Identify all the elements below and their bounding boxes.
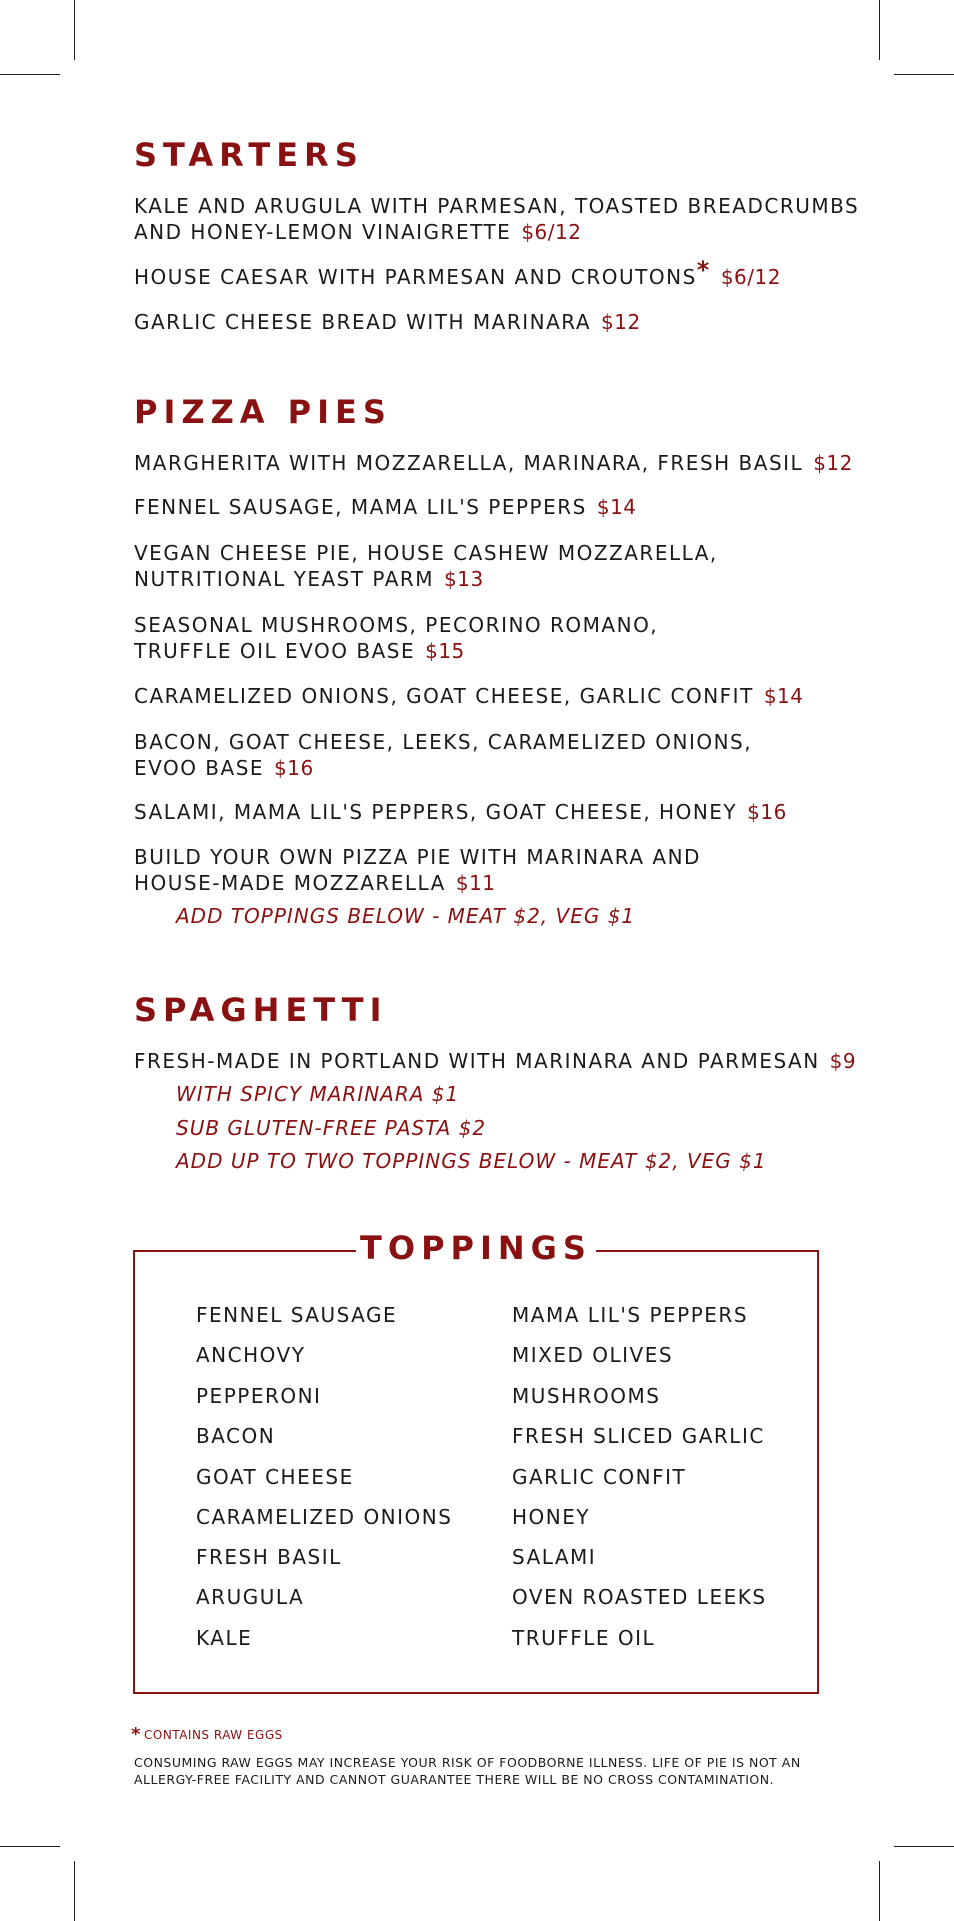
- item-description-line2: NUTRITIONAL YEAST PARM: [134, 567, 435, 591]
- crop-mark-top-right-vertical: [879, 0, 880, 60]
- item-price: $12: [813, 451, 853, 475]
- topping-right-5: GARLIC CONFIT: [512, 1465, 687, 1489]
- pizza-item-vegan-cheese: [134, 540, 718, 592]
- item-description-line2: AND HONEY-LEMON VINAIGRETTE: [134, 220, 512, 244]
- item-price: $14: [763, 684, 804, 708]
- item-description: CARAMELIZED ONIONS, GOAT CHEESE, GARLIC CONFIT: [134, 684, 754, 708]
- item-description: MARGHERITA WITH MOZZARELLA, MARINARA, FRESH BASIL: [134, 451, 804, 475]
- pizza-item-build-your-own: [134, 844, 701, 896]
- topping-right-6: HONEY: [512, 1505, 591, 1529]
- crop-mark-top-left-horizontal: [0, 74, 60, 75]
- topping-left-3: PEPPERONI: [196, 1384, 322, 1408]
- item-price: $13: [444, 567, 484, 591]
- crop-mark-bottom-left-horizontal: [0, 1846, 60, 1847]
- topping-right-9: TRUFFLE OIL: [512, 1626, 656, 1650]
- pizza-item-salami: [134, 799, 787, 825]
- spaghetti-heading: SPAGHETTI: [134, 991, 388, 1029]
- item-price: $12: [601, 310, 641, 334]
- toppings-heading: TOPPINGS: [356, 1226, 596, 1270]
- item-description: BACON, GOAT CHEESE, LEEKS, CARAMELIZED ONIONS,: [134, 730, 753, 754]
- item-description: VEGAN CHEESE PIE, HOUSE CASHEW MOZZARELLA,: [134, 541, 718, 565]
- item-price: $6/12: [521, 220, 582, 244]
- item-price: $9: [829, 1049, 857, 1073]
- starters-heading: STARTERS: [134, 136, 364, 174]
- pizza-item-seasonal-mushrooms: [134, 612, 658, 664]
- pizza-item-bacon-goat-cheese: [134, 729, 752, 781]
- topping-left-1: FENNEL SAUSAGE: [196, 1303, 398, 1327]
- raw-egg-marker: *: [696, 256, 711, 284]
- starter-item-garlic-bread: [134, 309, 641, 335]
- item-description-line2: TRUFFLE OIL EVOO BASE: [134, 639, 416, 663]
- crop-mark-top-right-horizontal: [894, 74, 954, 75]
- topping-left-9: KALE: [196, 1626, 253, 1650]
- spaghetti-addon-gluten-free: SUB GLUTEN-FREE PASTA $2: [176, 1116, 487, 1140]
- item-price: $15: [425, 639, 465, 663]
- topping-right-1: MAMA LIL'S PEPPERS: [512, 1303, 749, 1327]
- topping-left-4: BACON: [196, 1424, 276, 1448]
- item-description: HOUSE CAESAR WITH PARMESAN AND CROUTONS: [134, 265, 697, 289]
- raw-egg-footnote-marker: *: [131, 1724, 141, 1745]
- item-description: FENNEL SAUSAGE, MAMA LIL'S PEPPERS: [134, 495, 587, 519]
- pizza-pies-heading: PIZZA PIES: [134, 393, 392, 431]
- item-price: $11: [455, 871, 496, 895]
- topping-left-7: FRESH BASIL: [196, 1545, 342, 1569]
- item-price: $16: [274, 756, 314, 780]
- item-description: FRESH-MADE IN PORTLAND WITH MARINARA AND PARMESAN: [134, 1049, 820, 1073]
- topping-left-6: CARAMELIZED ONIONS: [196, 1505, 453, 1529]
- item-description: BUILD YOUR OWN PIZZA PIE WITH MARINARA AND: [134, 845, 701, 869]
- allergy-disclaimer: CONSUMING RAW EGGS MAY INCREASE YOUR RISK OF FOODBORNE ILLNESS. LIFE OF PIE IS NOT AN ALLERGY-FREE FACILITY AND CANNOT GUARANTEE THERE WILL BE NO CROSS CONTAMINATION.: [134, 1755, 801, 1787]
- starter-item-house-caesar: [134, 256, 781, 290]
- item-description-line2: EVOO BASE: [134, 756, 265, 780]
- item-description: SALAMI, MAMA LIL'S PEPPERS, GOAT CHEESE, HONEY: [134, 800, 738, 824]
- item-description-line2: HOUSE-MADE MOZZARELLA: [134, 871, 446, 895]
- pizza-item-caramelized-onions: [134, 683, 804, 709]
- starter-item-kale-arugula: [134, 193, 859, 245]
- topping-right-7: SALAMI: [512, 1545, 597, 1569]
- item-price: $6/12: [720, 265, 781, 289]
- pizza-item-margherita: [134, 450, 853, 476]
- spaghetti-addon-spicy-marinara: WITH SPICY MARINARA $1: [176, 1082, 460, 1106]
- topping-left-2: ANCHOVY: [196, 1343, 306, 1367]
- item-description: GARLIC CHEESE BREAD WITH MARINARA: [134, 310, 592, 334]
- pizza-toppings-addon: ADD TOPPINGS BELOW - MEAT $2, VEG $1: [176, 904, 636, 928]
- item-price: $16: [747, 800, 787, 824]
- raw-egg-footnote: CONTAINS RAW EGGS: [144, 1728, 283, 1742]
- topping-right-8: OVEN ROASTED LEEKS: [512, 1585, 767, 1609]
- topping-left-5: GOAT CHEESE: [196, 1465, 354, 1489]
- spaghetti-item: [134, 1048, 856, 1074]
- pizza-item-fennel-sausage: [134, 494, 637, 520]
- topping-left-8: ARUGULA: [196, 1585, 305, 1609]
- item-price: $14: [596, 495, 637, 519]
- crop-mark-bottom-right-vertical: [879, 1861, 880, 1921]
- topping-right-3: MUSHROOMS: [512, 1384, 661, 1408]
- crop-mark-top-left-vertical: [74, 0, 75, 60]
- item-description: KALE AND ARUGULA WITH PARMESAN, TOASTED BREADCRUMBS: [134, 194, 860, 218]
- topping-right-4: FRESH SLICED GARLIC: [512, 1424, 765, 1448]
- crop-mark-bottom-left-vertical: [74, 1861, 75, 1921]
- crop-mark-bottom-right-horizontal: [894, 1846, 954, 1847]
- spaghetti-addon-toppings: ADD UP TO TWO TOPPINGS BELOW - MEAT $2, VEG $1: [176, 1149, 767, 1173]
- item-description: SEASONAL MUSHROOMS, PECORINO ROMANO,: [134, 613, 659, 637]
- topping-right-2: MIXED OLIVES: [512, 1343, 674, 1367]
